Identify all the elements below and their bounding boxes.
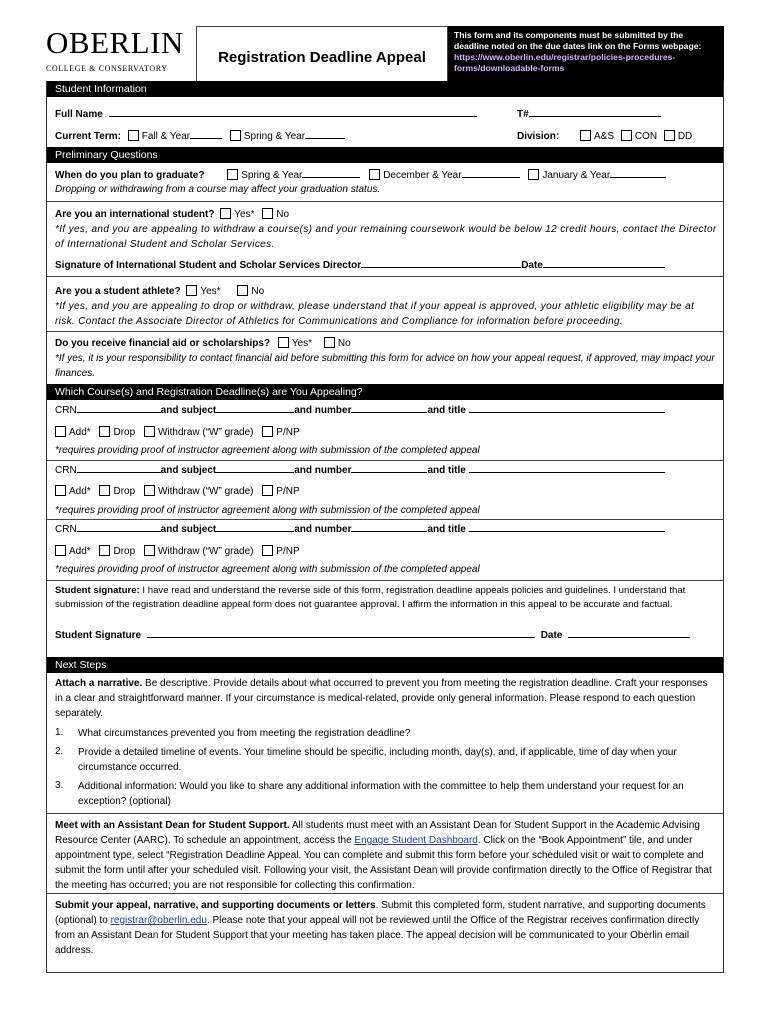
add-checkbox[interactable]: [55, 426, 66, 437]
subject-label: and subject: [160, 465, 217, 476]
divider: [47, 201, 723, 202]
oberlin-logo: [46, 26, 186, 73]
pnp-label: P/NP: [276, 427, 300, 438]
number-field[interactable]: [351, 523, 427, 532]
add-checkbox[interactable]: [55, 485, 66, 496]
division-row: [517, 130, 692, 142]
division-option-con: CON: [634, 131, 658, 142]
crn-field[interactable]: [77, 404, 161, 413]
pnp-label: P/NP: [276, 546, 300, 557]
brand-subtitle: COLLEGE & CONSERVATORY: [46, 64, 168, 73]
grad-spring-checkbox[interactable]: [227, 169, 238, 180]
item-number-1: 1.: [55, 727, 64, 738]
signature-lead: Student signature:: [55, 585, 140, 596]
international-row: [55, 208, 289, 220]
item-number-3: 3.: [55, 780, 64, 791]
isss-signature-field[interactable]: [361, 259, 521, 268]
aid-no-checkbox[interactable]: [324, 337, 335, 348]
divider: [47, 580, 723, 581]
grad-december-year[interactable]: [462, 169, 520, 178]
deadline-notice: [448, 26, 724, 88]
division-option-dd: DD: [677, 131, 693, 142]
divider: [47, 519, 723, 520]
international-question: Are you an international student?: [55, 209, 215, 220]
drop-checkbox[interactable]: [99, 545, 110, 556]
grad-january-year[interactable]: [610, 169, 666, 178]
division-label: Division:: [517, 131, 560, 142]
grad-december-label: December & Year: [383, 170, 462, 181]
division-option-as: A&S: [594, 131, 615, 142]
course-note: *requires providing proof of instructor agreement along with submission of the completed appeal: [55, 445, 480, 456]
title-field[interactable]: [469, 523, 665, 532]
pnp-checkbox[interactable]: [262, 485, 273, 496]
item-number-2: 2.: [55, 746, 64, 757]
athlete-question: Are you a student athlete?: [55, 286, 181, 297]
fall-checkbox[interactable]: [128, 130, 139, 141]
financial-aid-note: *If yes, it is your responsibility to contact financial aid before submitting this form for advice on how your appeal request, if approved, may impact your finances.: [55, 353, 715, 379]
drop-checkbox[interactable]: [99, 485, 110, 496]
signature-text: I have read and understand the reverse side of this form, registration deadline appeals policies and guidelines. I understand that submission of the registration deadline appeal form does not guarantee approval. I affirm the information in this appeal to be accurate and factual.: [55, 585, 686, 610]
tnum-label: T#: [517, 109, 529, 120]
title-label: and title: [427, 524, 466, 535]
grad-january-label: January & Year: [542, 170, 611, 181]
withdraw-label: Withdraw (“W” grade): [157, 486, 254, 497]
withdraw-checkbox[interactable]: [144, 426, 155, 437]
spring-label: Spring & Year: [243, 131, 306, 142]
form-page: [46, 26, 724, 966]
international-note: *If yes, and you are appealing to withdraw a course(s) and your remaining coursework would be below 12 credit hours, contact the Director of International Student and Scholar Services.: [55, 224, 717, 250]
engage-dashboard-link[interactable]: Engage Student Dashboard: [354, 835, 478, 846]
division-checkbox-dd[interactable]: [664, 130, 675, 141]
graduate-row: [55, 169, 666, 181]
forms-webpage-link[interactable]: https://www.oberlin.edu/registrar/policies-procedures-forms/downloadable-forms: [454, 52, 676, 73]
divider: [47, 813, 723, 814]
item-text-3: Additional information: Would you like to share any additional information with the committee to help them understand your request for an exception? (optional): [78, 781, 684, 807]
withdraw-checkbox[interactable]: [144, 485, 155, 496]
add-label: Add*: [69, 546, 91, 557]
student-signature-row: [55, 629, 690, 641]
grad-january-checkbox[interactable]: [528, 169, 539, 180]
course-note: *requires providing proof of instructor agreement along with submission of the completed appeal: [55, 564, 480, 575]
submit-text-1: . Submit this completed form, student narrative, and supporting documents (optional) to: [55, 900, 706, 926]
drop-label: Drop: [113, 427, 136, 438]
submit-appeal-instructions: [55, 898, 717, 958]
submit-lead: Submit your appeal, narrative, and supporting documents or letters: [55, 900, 376, 911]
submit-text-2: . Please note that your appeal will not be reviewed until the Office of the Registrar receives confirmation directly from an Assistant Dean for Student Support that your meeting has taken place. The appeal decision will be communicated to your Oberlin email address.: [55, 915, 700, 956]
title-label: and title: [427, 465, 466, 476]
title-field[interactable]: [469, 404, 665, 413]
section-preliminary-questions: Preliminary Questions: [47, 147, 723, 163]
subject-label: and subject: [160, 405, 217, 416]
pnp-checkbox[interactable]: [262, 545, 273, 556]
course-line: [55, 464, 665, 476]
item-text-1: What circumstances prevented you from meeting the registration deadline?: [78, 728, 411, 739]
financial-aid-question: Do you receive financial aid or scholarships?: [55, 338, 271, 349]
withdraw-label: Withdraw (“W” grade): [157, 546, 254, 557]
current-term-row: [55, 130, 345, 142]
narrative-lead: Attach a narrative.: [55, 678, 143, 689]
division-checkbox-as[interactable]: [580, 130, 591, 141]
drop-checkbox[interactable]: [99, 426, 110, 437]
grad-spring-label: Spring & Year: [241, 170, 303, 181]
number-label: and number: [294, 465, 352, 476]
student-signature-statement: [55, 584, 717, 612]
crn-field[interactable]: [77, 464, 161, 473]
add-label: Add*: [69, 427, 91, 438]
item-text-2: Provide a detailed timeline of events. Your timeline should be specific, including month, day(s), and, if applicable, time of day when your circumstance occurred.: [78, 747, 677, 773]
number-field[interactable]: [351, 464, 427, 473]
full-name-label: Full Name: [55, 109, 103, 120]
intl-yes-label: Yes*: [234, 209, 255, 220]
graduate-question: When do you plan to graduate?: [55, 170, 205, 181]
spring-year-field[interactable]: [305, 130, 345, 139]
graduation-note: Dropping or withdrawing from a course may affect your graduation status.: [55, 184, 381, 195]
registrar-email-link[interactable]: registrar@oberlin.edu: [110, 915, 207, 926]
meet-assistant-dean-instructions: [55, 818, 717, 893]
subject-field[interactable]: [216, 523, 294, 532]
athlete-note: *If yes, and you are appealing to drop or withdraw, please understand that if your appeal is approved, your athletic eligibility may be at risk. Contact the Associate Director of Athletics for Communications and Compliance for information before proceeding.: [55, 301, 695, 327]
tnum-field[interactable]: [529, 108, 661, 117]
student-date-field[interactable]: [568, 629, 690, 638]
aid-no-label: No: [337, 338, 351, 349]
subject-field[interactable]: [216, 404, 294, 413]
intl-no-label: No: [276, 209, 290, 220]
intl-no-checkbox[interactable]: [262, 208, 273, 219]
add-label: Add*: [69, 486, 91, 497]
student-signature-field[interactable]: [147, 629, 535, 638]
title-label: and title: [427, 405, 466, 416]
course-note: *requires providing proof of instructor agreement along with submission of the completed appeal: [55, 505, 480, 516]
divider: [47, 331, 723, 332]
meet-text-2: . Click on the “Book Appointment” tile, and under appointment type, select “Registration Deadline Appeal. You can complete and submit this form before your scheduled visit or wait to complete and submit the form until after your scheduled visit. Following your visit, the Assistant Dean will provide confirmation directly to the Office of Registrar that the meeting has occurred; you are not responsible for collecting this confirmation.: [55, 835, 712, 891]
section-next-steps: Next Steps: [47, 657, 723, 673]
course-options: [55, 545, 300, 557]
number-label: and number: [294, 405, 352, 416]
form-title: Registration Deadline Appeal: [196, 26, 448, 88]
division-checkbox-con[interactable]: [621, 130, 632, 141]
fall-year-field[interactable]: [190, 130, 222, 139]
athlete-yes-label: Yes*: [200, 286, 221, 297]
pnp-label: P/NP: [276, 486, 300, 497]
financial-aid-row: [55, 337, 351, 349]
section-courses: Which Course(s) and Registration Deadline(s) are You Appealing?: [47, 384, 723, 400]
crn-label: CRN: [55, 405, 77, 416]
student-date-label: Date: [540, 630, 563, 641]
title-field[interactable]: [469, 464, 665, 473]
withdraw-checkbox[interactable]: [144, 545, 155, 556]
crn-field[interactable]: [77, 523, 161, 532]
divider: [47, 276, 723, 277]
meet-text-1: All students must meet with an Assistant Dean for Student Support in the Academic Advising Resource Center (AARC). To schedule an appointment, access the: [55, 820, 700, 846]
divider: [47, 893, 723, 894]
aid-yes-checkbox[interactable]: [278, 337, 289, 348]
subject-field[interactable]: [216, 464, 294, 473]
athlete-no-checkbox[interactable]: [237, 285, 248, 296]
withdraw-label: Withdraw (“W” grade): [157, 427, 254, 438]
section-student-information: Student Information: [47, 81, 723, 97]
number-label: and number: [294, 524, 352, 535]
course-options: [55, 485, 300, 497]
pnp-checkbox[interactable]: [262, 426, 273, 437]
tnum-row: [517, 108, 661, 120]
student-signature-label: Student Signature: [55, 630, 142, 641]
grad-spring-year[interactable]: [302, 169, 360, 178]
number-field[interactable]: [351, 404, 427, 413]
full-name-row: [55, 108, 477, 120]
isss-date-label: Date: [521, 260, 543, 271]
drop-label: Drop: [113, 546, 136, 557]
spring-checkbox[interactable]: [230, 130, 241, 141]
subject-label: and subject: [160, 524, 217, 535]
grad-december-checkbox[interactable]: [369, 169, 380, 180]
current-term-label: Current Term:: [55, 131, 121, 142]
divider: [47, 460, 723, 461]
isss-signature-label: Signature of International Student and Scholar Services Director: [55, 260, 362, 271]
narrative-text: Be descriptive. Provide details about what occurred to prevent you from meeting the registration deadline. Craft your responses in a clear and straightforward manner. If your circumstance is medical-related, provide only general information. Please respond to each question separately.: [55, 678, 708, 719]
aid-yes-label: Yes*: [291, 338, 313, 349]
athlete-yes-checkbox[interactable]: [186, 285, 197, 296]
full-name-field[interactable]: [109, 108, 477, 117]
add-checkbox[interactable]: [55, 545, 66, 556]
brand-name: OBERLIN: [46, 25, 184, 60]
meet-lead: Meet with an Assistant Dean for Student Support.: [55, 820, 290, 831]
narrative-instructions: [55, 676, 717, 721]
isss-signature-row: [55, 259, 665, 271]
crn-label: CRN: [55, 524, 77, 535]
notice-text: This form and its components must be submitted by the deadline noted on the due dates link on the Forms webpage:: [454, 30, 702, 51]
crn-label: CRN: [55, 465, 77, 476]
course-options: [55, 426, 300, 438]
fall-label: Fall & Year: [141, 131, 191, 142]
form-frame: [46, 81, 724, 973]
athlete-row: [55, 285, 264, 297]
intl-yes-checkbox[interactable]: [220, 208, 231, 219]
athlete-no-label: No: [251, 286, 265, 297]
course-line: [55, 523, 665, 535]
isss-date-field[interactable]: [543, 259, 665, 268]
course-line: [55, 404, 665, 416]
drop-label: Drop: [113, 486, 136, 497]
